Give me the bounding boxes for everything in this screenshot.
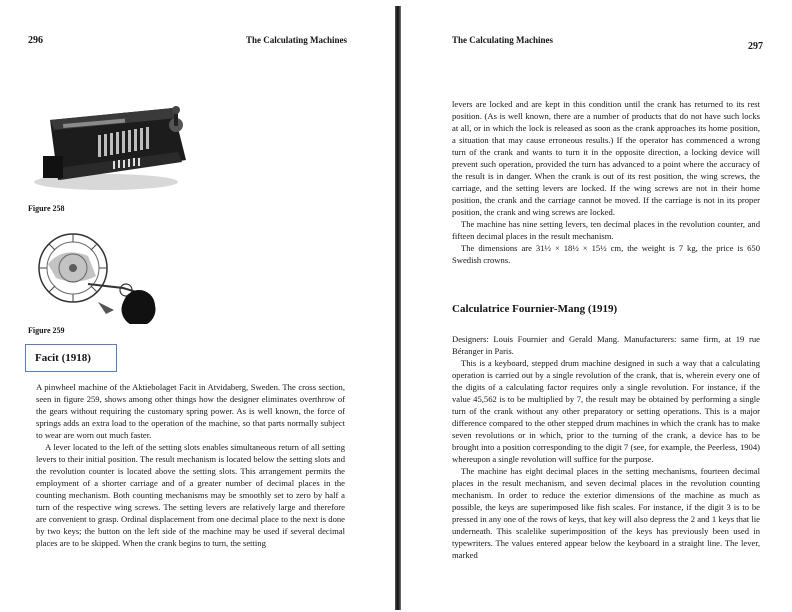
paragraph: The machine has eight decimal places in the setting mechanisms, fourteen decimal places in the result mechanism, and seven decimal places in the revolution counting mechanism. In order to reduce the exterior dimensions of the machine as much as possible, the keys are superimposed like fish scales. For instance, if the digit 3 is to be pressed in any one of the rows of keys, that key will also depress the 2 and 1 keys that lie underneath. This scalelike superimposition of the keys has previously been used in typewriters. The values entered appear below the keyboard in a straight line. The lever, marked <box>452 466 760 560</box>
section-heading-facit: Facit (1918) <box>25 344 117 372</box>
paragraph: A lever located to the left of the setting slots enables simultaneous return of all setting levers to their initial position. The result mechanism is located below the setting slots and the revolution counter is located above the setting slots. This arrangement permits the employment of a shorter carriage and of a greater number of decimal places in the counting mechanism. Both counting mechanisms may be smoothly set to zero by half a turn of the respective wing screws. The setting levers are relatively large and therefore are convenient to grasp. Ordinal displacement from one decimal place to the next is done by two keys; the button on the left side of the machine may be used if several decimal places are to be skipped. When the crank begins to turn, the setting <box>36 442 345 548</box>
page-number-left: 296 <box>28 35 43 46</box>
paragraph: levers are locked and are kept in this condition until the crank has returned to its rest position. (As is well known, there are a number of products that do not have such locks at all, or in which the lock is released as soon as the crank approaches its home position, a situation that may cause erroneous results.) If the operator has commenced a wrong turn of the crank and wants to turn it in the opposite direction, a locking device will prevent such operation, provided the turn has advanced to a point where the accuracy of the result is in danger. When the crank is out of its rest position, the wing screws, the carriage, and the setting levers are locked. If the wing screws are not in their home position, the crank and the carriage cannot be moved. If the carriage is not in its proper position, the crank and wing screws are locked. <box>452 99 760 217</box>
right-page <box>400 0 792 612</box>
paragraph: This is a keyboard, stepped drum machine designed in such a way that a calculating operation is carried out by a single revolution of the crank, that is, wherein every one of the digits of a calculating factor requires only a single revolution. For instance, if the value 45,562 is to be multiplied by 7, the result may be obtained by performing a single turn of the crank without any other preparatory or setting operations. This is a major difference compared to the other stepped drum machines in which the crank has to make seven revolutions or in which, prior to the turning of the crank, a device has to be brought into a position corresponding to the digit 7 (see, for example, the Peerless, 1904) whereupon a single revolution will suffice for the purpose. <box>452 358 760 464</box>
page-number-right: 297 <box>748 41 763 52</box>
figure-258-caption: Figure 258 <box>28 204 65 213</box>
paragraph: Designers: Louis Fournier and Gerald Mang. Manufacturers: same firm, at 19 rue Béranger in Paris. <box>452 334 760 356</box>
figure-259-cross-section-drawing <box>28 226 168 324</box>
left-body-text <box>36 381 345 549</box>
running-title-left: The Calculating Machines <box>246 35 348 45</box>
right-body-text-top <box>452 98 760 266</box>
paragraph: A pinwheel machine of the Aktiebolaget Facit in Atvidaberg, Sweden. The cross section, seen in figure 259, shows among other things how the designer eliminates overthrow of the gears without requiring the customary spring power. As is well known, the force of springs adds an extra load to the operation of the machine, so that parts normally subject to wear are worn out much faster. <box>36 382 345 440</box>
right-body-text-bottom <box>452 333 760 561</box>
figure-259-caption: Figure 259 <box>28 326 65 335</box>
figure-258-machine-photo <box>28 90 193 200</box>
running-title-right: The Calculating Machines <box>452 35 554 45</box>
paragraph: The machine has nine setting levers, ten decimal places in the revolution counter, and fifteen decimal places in the result mechanism. <box>452 219 760 241</box>
section-heading-fournier-mang: Calculatrice Fournier-Mang (1919) <box>452 303 618 315</box>
paragraph: The dimensions are 31½ × 18½ × 15½ cm, the weight is 7 kg, the price is 650 Swedish crowns. <box>452 243 760 265</box>
